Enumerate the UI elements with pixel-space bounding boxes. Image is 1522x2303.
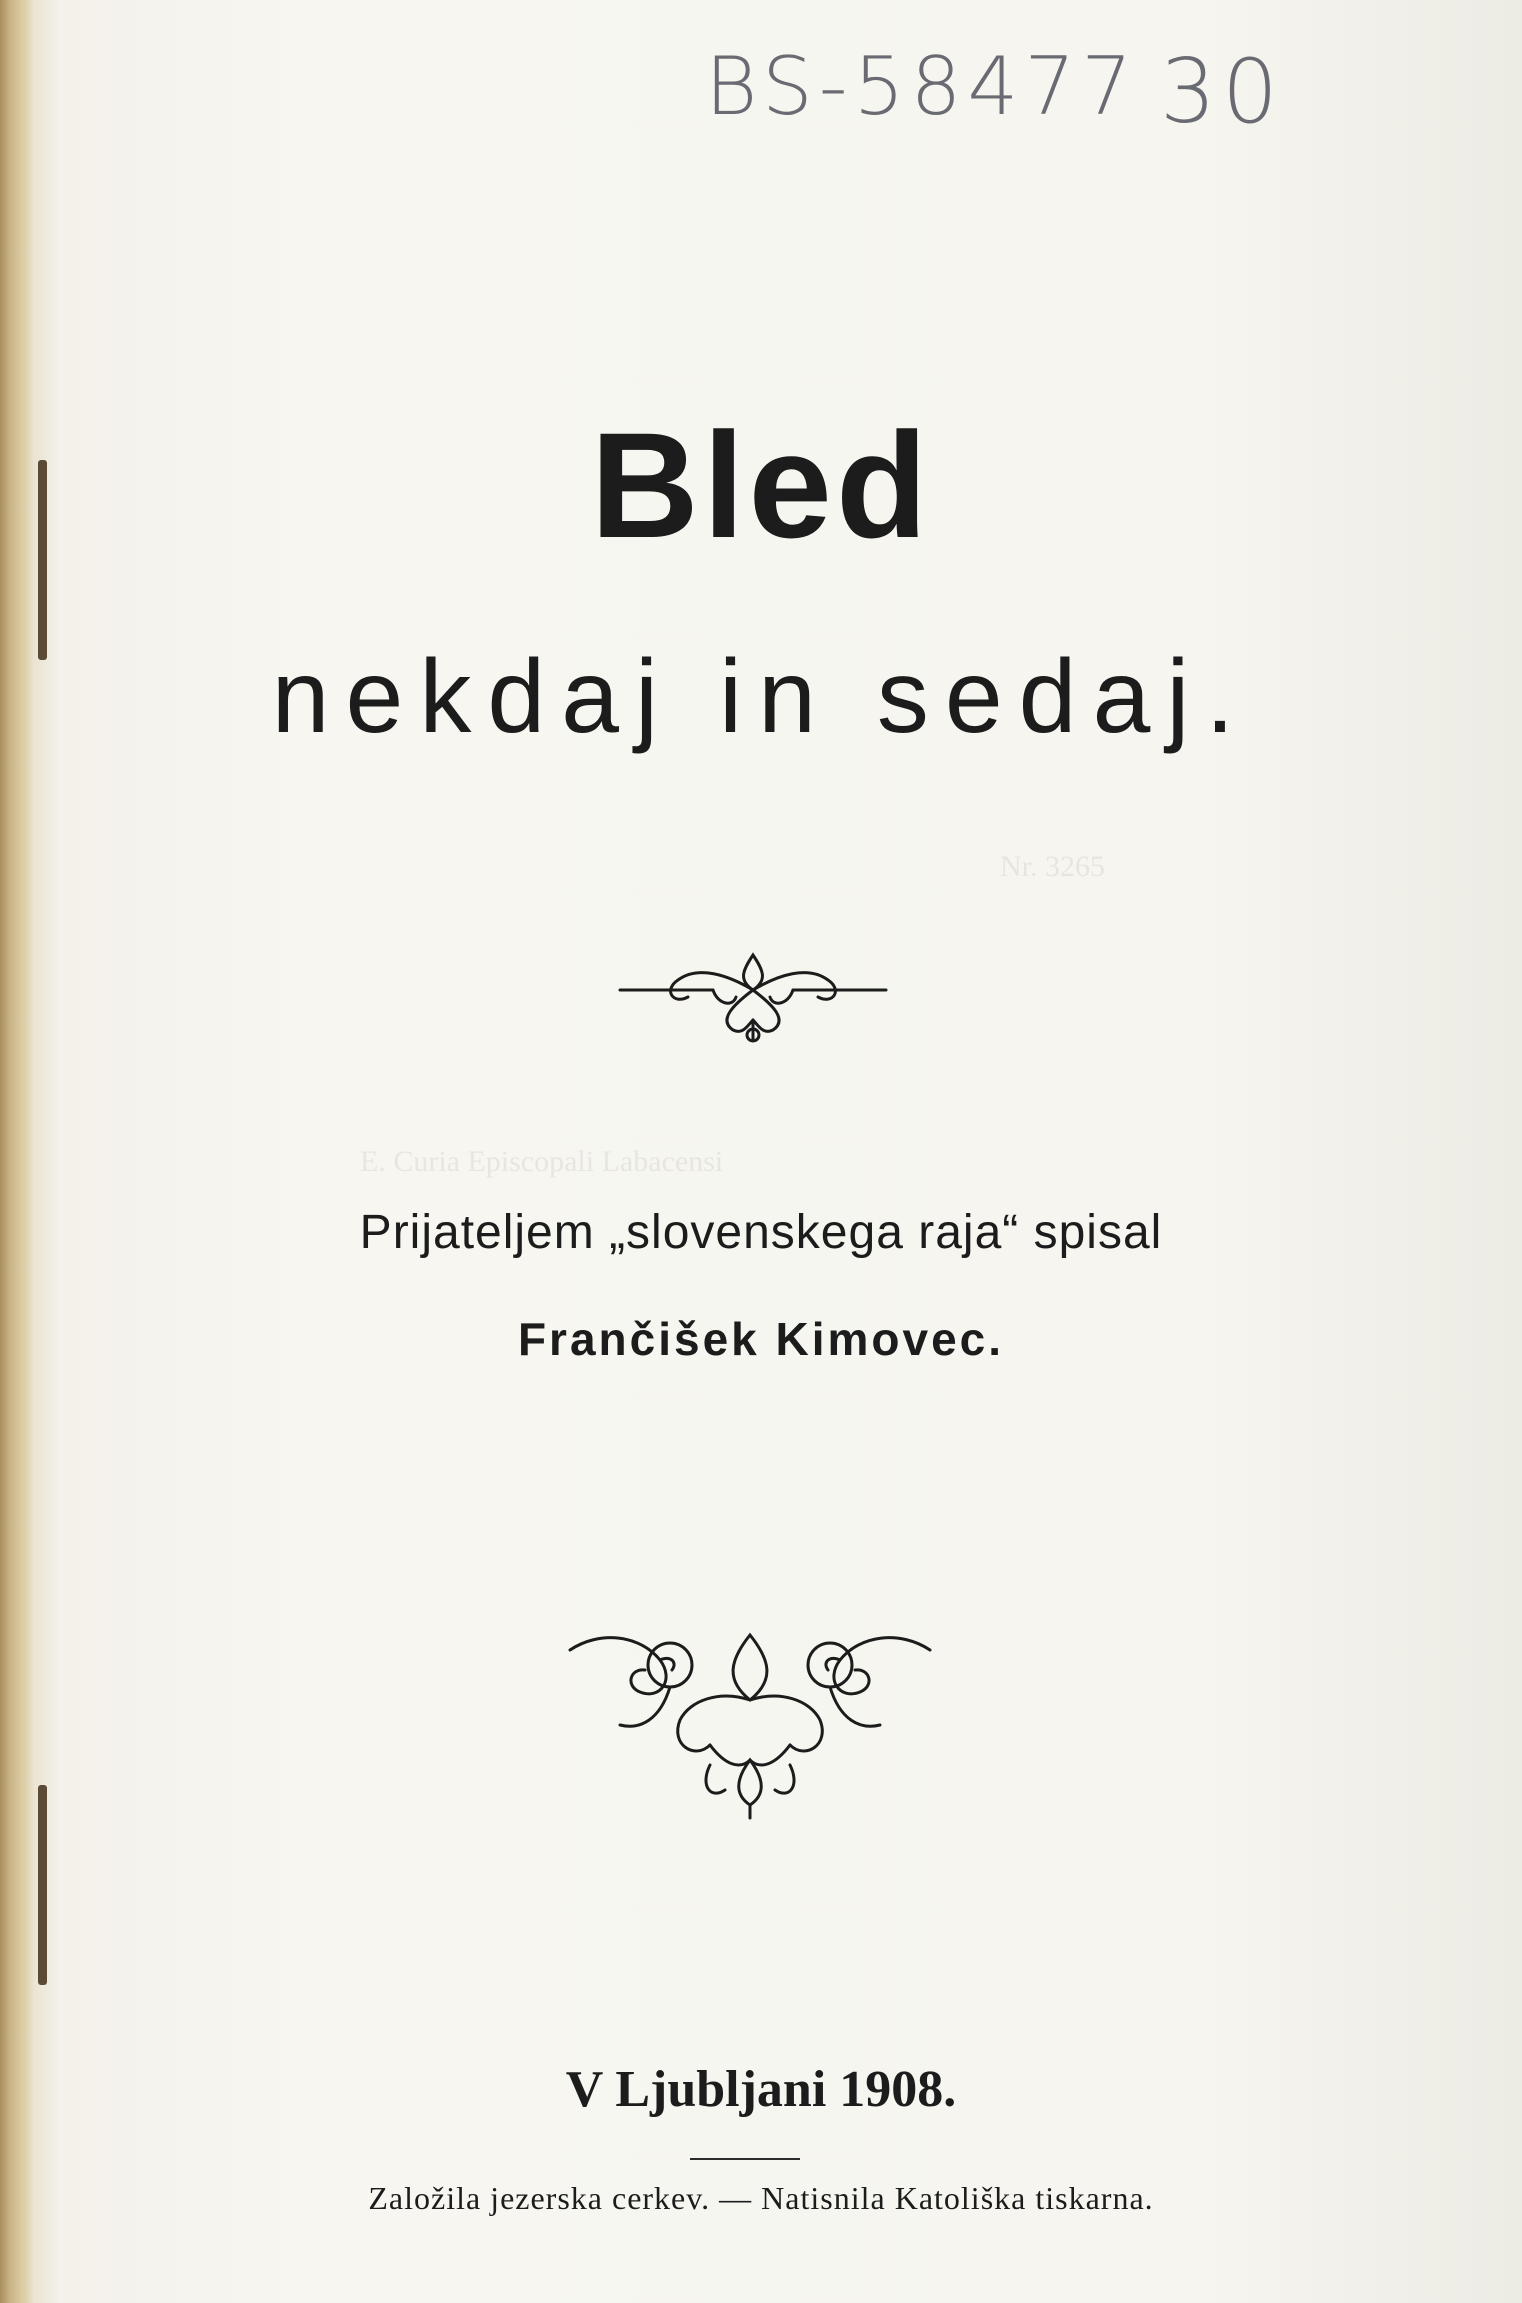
place-and-year: V Ljubljani 1908. <box>565 2061 957 2118</box>
handwritten-price: 30 <box>1160 40 1284 143</box>
dedication-line: Prijateljem „slovenskega raja“ spisal <box>359 1206 1163 1259</box>
flourish-ornament-icon <box>618 935 888 1045</box>
show-through-text: E. Curia Episcopali Labacensi <box>360 1145 724 1178</box>
handwritten-shelfmark: BS-58477 <box>705 40 1139 133</box>
author-name: Frančišek Kimovec. <box>517 1313 1005 1365</box>
divider-rule <box>690 2158 800 2160</box>
book-subtitle: nekdaj in sedaj. <box>271 639 1251 755</box>
show-through-text: Nr. 3265 <box>1000 850 1105 883</box>
book-spine <box>0 0 34 2303</box>
scroll-ornament-icon <box>560 1620 940 1820</box>
staple-bottom <box>38 1785 47 1985</box>
book-title: Bled <box>590 401 932 569</box>
publisher-imprint: Založila jezerska cerkev. — Natisnila Katoliška tiskarna. <box>368 2180 1154 2216</box>
